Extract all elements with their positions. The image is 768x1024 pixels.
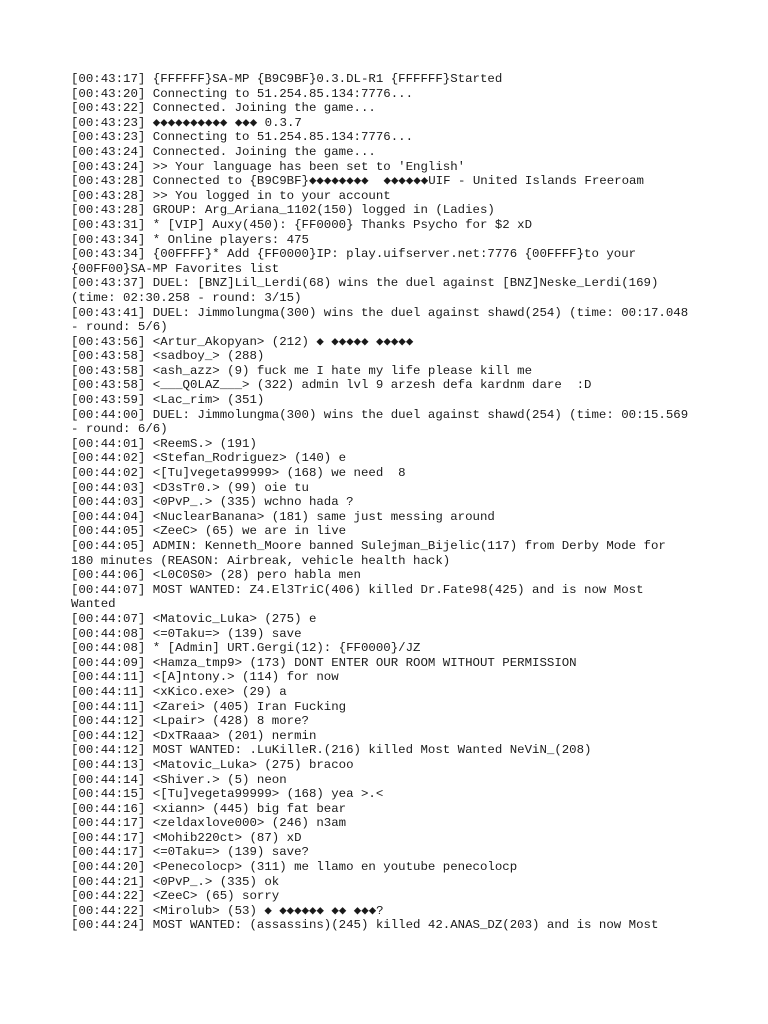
log-line: [00:44:03] <D3sTr0.> (99) oie tu	[71, 480, 309, 495]
log-line: [00:44:13] <Matovic_Luka> (275) bracoo	[71, 757, 354, 772]
log-line: [00:43:41] DUEL: Jimmolungma(300) wins the duel against shawd(254) (time: 00:17.048 - round: 5/6)	[71, 305, 696, 335]
log-line: [00:44:12] <Lpair> (428) 8 more?	[71, 714, 309, 729]
log-line: [00:43:23] Connecting to 51.254.85.134:7776...	[71, 130, 414, 145]
log-line: [00:43:34] * Online players: 475	[71, 232, 309, 247]
log-line: [00:43:58] <___Q0LAZ___> (322) admin lvl 9 arzesh defa kardnm dare :D	[71, 378, 592, 393]
log-line: [00:44:09] <Hamza_tmp9> (173) DONT ENTER OUR ROOM WITHOUT PERMISSION	[71, 655, 577, 670]
log-line: [00:44:15] <[Tu]vegeta99999> (168) yea >.<	[71, 787, 384, 802]
log-line: [00:44:24] MOST WANTED: (assassins)(245) killed 42.ANAS_DZ(203) and is now Most	[71, 918, 659, 933]
log-line: [00:44:12] <DxTRaaa> (201) nermin	[71, 728, 317, 743]
log-line: [00:43:20] Connecting to 51.254.85.134:7776...	[71, 86, 414, 101]
log-line: [00:44:01] <ReemS.> (191)	[71, 436, 257, 451]
log-line: [00:44:08] <=0Taku=> (139) save	[71, 626, 302, 641]
log-line: [00:44:03] <0PvP_.> (335) wchno hada ?	[71, 495, 354, 510]
log-line: [00:44:05] <ZeeC> (65) we are in live	[71, 524, 347, 539]
log-line: [00:44:08] * [Admin] URT.Gergi(12): {FF0000}/JZ	[71, 641, 421, 656]
log-line: [00:44:07] MOST WANTED: Z4.El3TriC(406) killed Dr.Fate98(425) and is now Most Wanted	[71, 582, 651, 612]
log-line: [00:44:17] <=0Taku=> (139) save?	[71, 845, 309, 860]
log-line: [00:44:07] <Matovic_Luka> (275) e	[71, 611, 317, 626]
log-line: [00:44:22] <ZeeC> (65) sorry	[71, 889, 280, 904]
log-line: [00:43:28] >> You logged in to your account	[71, 188, 391, 203]
log-line: [00:43:58] <ash_azz> (9) fuck me I hate my life please kill me	[71, 363, 533, 378]
log-line: [00:43:34] {00FFFF}* Add {FF0000}IP: play.uifserver.net:7776 {00FFFF}to your {00FF00}SA-MP Favorites list	[71, 247, 644, 276]
log-line: [00:44:04] <NuclearBanana> (181) same just messing around	[71, 509, 495, 524]
log-line: [00:43:28] GROUP: Arg_Ariana_1102(150) logged in (Ladies)	[71, 203, 495, 218]
log-line: [00:44:17] <zeldaxlove000> (246) n3am	[71, 816, 347, 831]
log-line: [00:44:16] <xiann> (445) big fat bear	[71, 801, 347, 816]
log-line: [00:44:02] <[Tu]vegeta99999> (168) we need 8	[71, 466, 406, 481]
log-line: [00:44:06] <L0C0S0> (28) pero habla men	[71, 568, 361, 583]
log-line: [00:43:22] Connected. Joining the game...	[71, 101, 376, 116]
log-line: [00:43:24] >> Your language has been set to 'English'	[71, 159, 466, 174]
log-line: [00:44:11] <xKico.exe> (29) a	[71, 684, 287, 699]
log-line: [00:44:20] <Penecolocp> (311) me llamo en youtube penecolocp	[71, 860, 518, 875]
log-line: [00:44:00] DUEL: Jimmolungma(300) wins the duel against shawd(254) (time: 00:15.569 - round: 6/6)	[71, 407, 696, 437]
log-line: [00:44:22] <Mirolub> (53) ◆ ◆◆◆◆◆◆ ◆◆ ◆◆◆?	[71, 903, 384, 918]
log-line: [00:43:59] <Lac_rim> (351)	[71, 393, 265, 408]
chat-log-document	[71, 72, 696, 933]
log-line: [00:44:11] <Zarei> (405) Iran Fucking	[71, 699, 347, 714]
log-line: [00:44:02] <Stefan_Rodriguez> (140) e	[71, 451, 347, 466]
log-line: [00:44:17] <Mohib220ct> (87) xD	[71, 830, 302, 845]
log-line: [00:43:56] <Artur_Akopyan> (212) ◆ ◆◆◆◆◆ ◆◆◆◆◆	[71, 334, 414, 349]
log-line: [00:43:37] DUEL: [BNZ]Lil_Lerdi(68) wins the duel against [BNZ]Neske_Lerdi(169) (time: 02:30.258 - round: 3/15)	[71, 276, 666, 305]
log-line: [00:44:05] ADMIN: Kenneth_Moore banned Sulejman_Bijelic(117) from Derby Mode for 180 minutes (REASON: Airbreak, vehicle health hack)	[71, 539, 674, 568]
log-line: [00:43:58] <sadboy_> (288)	[71, 349, 265, 364]
log-line: [00:43:28] Connected to {B9C9BF}◆◆◆◆◆◆◆◆ ◆◆◆◆◆◆UIF - United Islands Freeroam	[71, 174, 644, 189]
log-line: [00:43:24] Connected. Joining the game...	[71, 144, 376, 159]
log-line: [00:44:21] <0PvP_.> (335) ok	[71, 874, 280, 889]
log-line: [00:43:31] * [VIP] Auxy(450): {FF0000} Thanks Psycho for $2 xD	[71, 217, 533, 232]
log-line: [00:44:12] MOST WANTED: .LuKilleR.(216) killed Most Wanted NeViN_(208)	[71, 743, 592, 758]
log-line: [00:44:14] <Shiver.> (5) neon	[71, 772, 287, 787]
log-line: [00:43:23] ◆◆◆◆◆◆◆◆◆◆ ◆◆◆ 0.3.7	[71, 115, 302, 130]
log-line: [00:44:11] <[A]ntony.> (114) for now	[71, 670, 339, 685]
log-line: [00:43:17] {FFFFFF}SA-MP {B9C9BF}0.3.DL-R1 {FFFFFF}Started	[71, 72, 503, 86]
